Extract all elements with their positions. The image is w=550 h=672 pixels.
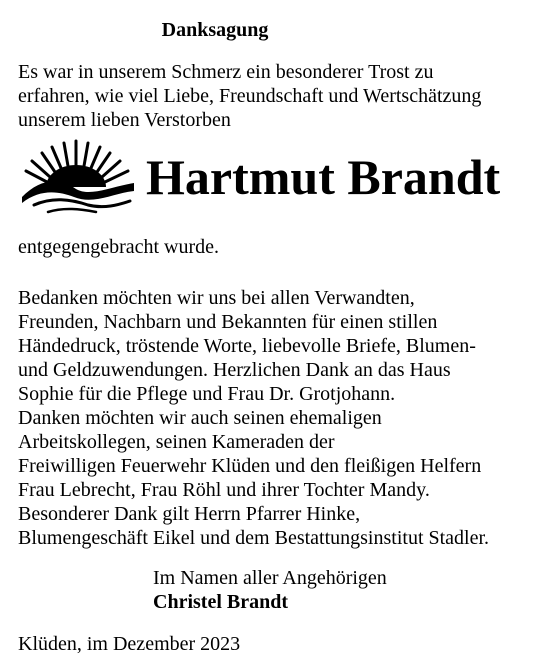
body-line: Arbeitskollegen, seinen Kameraden der (18, 431, 335, 453)
body-line: Sophie für die Pflege und Frau Dr. Grotjohann. (18, 383, 396, 405)
sunset-over-hills-icon (18, 135, 138, 215)
signature-intro: Im Namen aller Angehörigen (153, 567, 387, 589)
intro-paragraph (18, 60, 481, 132)
after-name-text: entgegengebracht wurde. (18, 236, 220, 258)
body-line: Bedanken möchten wir uns bei allen Verwandten, (18, 287, 415, 309)
notice-title: Danksagung (161, 19, 269, 41)
signer-name: Christel Brandt (153, 591, 288, 613)
deceased-name-row (18, 135, 538, 225)
body-line: Frau Lebrecht, Frau Röhl und ihrer Tochter Mandy. (18, 479, 430, 501)
intro-line: unserem lieben Verstorben (18, 109, 231, 131)
signature-block (153, 566, 387, 614)
body-line: Blumengeschäft Eikel und dem Bestattungsinstitut Stadler. (18, 527, 490, 549)
intro-line: Es war in unserem Schmerz ein besonderer Trost zu (18, 61, 434, 83)
body-line: Händedruck, tröstende Worte, liebevolle Briefe, Blumen- (18, 335, 476, 357)
deceased-name: Hartmut Brandt (146, 149, 501, 205)
body-line: Freiwilligen Feuerwehr Klüden und den fleißigen Helfern (18, 455, 482, 477)
body-line: Freunden, Nachbarn und Bekannten für einen stillen (18, 311, 438, 333)
body-line: und Geldzuwendungen. Herzlichen Dank an das Haus (18, 359, 451, 381)
place-date: Klüden, im Dezember 2023 (18, 633, 241, 655)
intro-line: erfahren, wie viel Liebe, Freundschaft und Wertschätzung (18, 85, 482, 107)
body-line: Danken möchten wir auch seinen ehemaligen (18, 407, 382, 429)
body-line: Besonderer Dank gilt Herrn Pfarrer Hinke, (18, 503, 361, 525)
thanks-paragraph (18, 286, 489, 550)
